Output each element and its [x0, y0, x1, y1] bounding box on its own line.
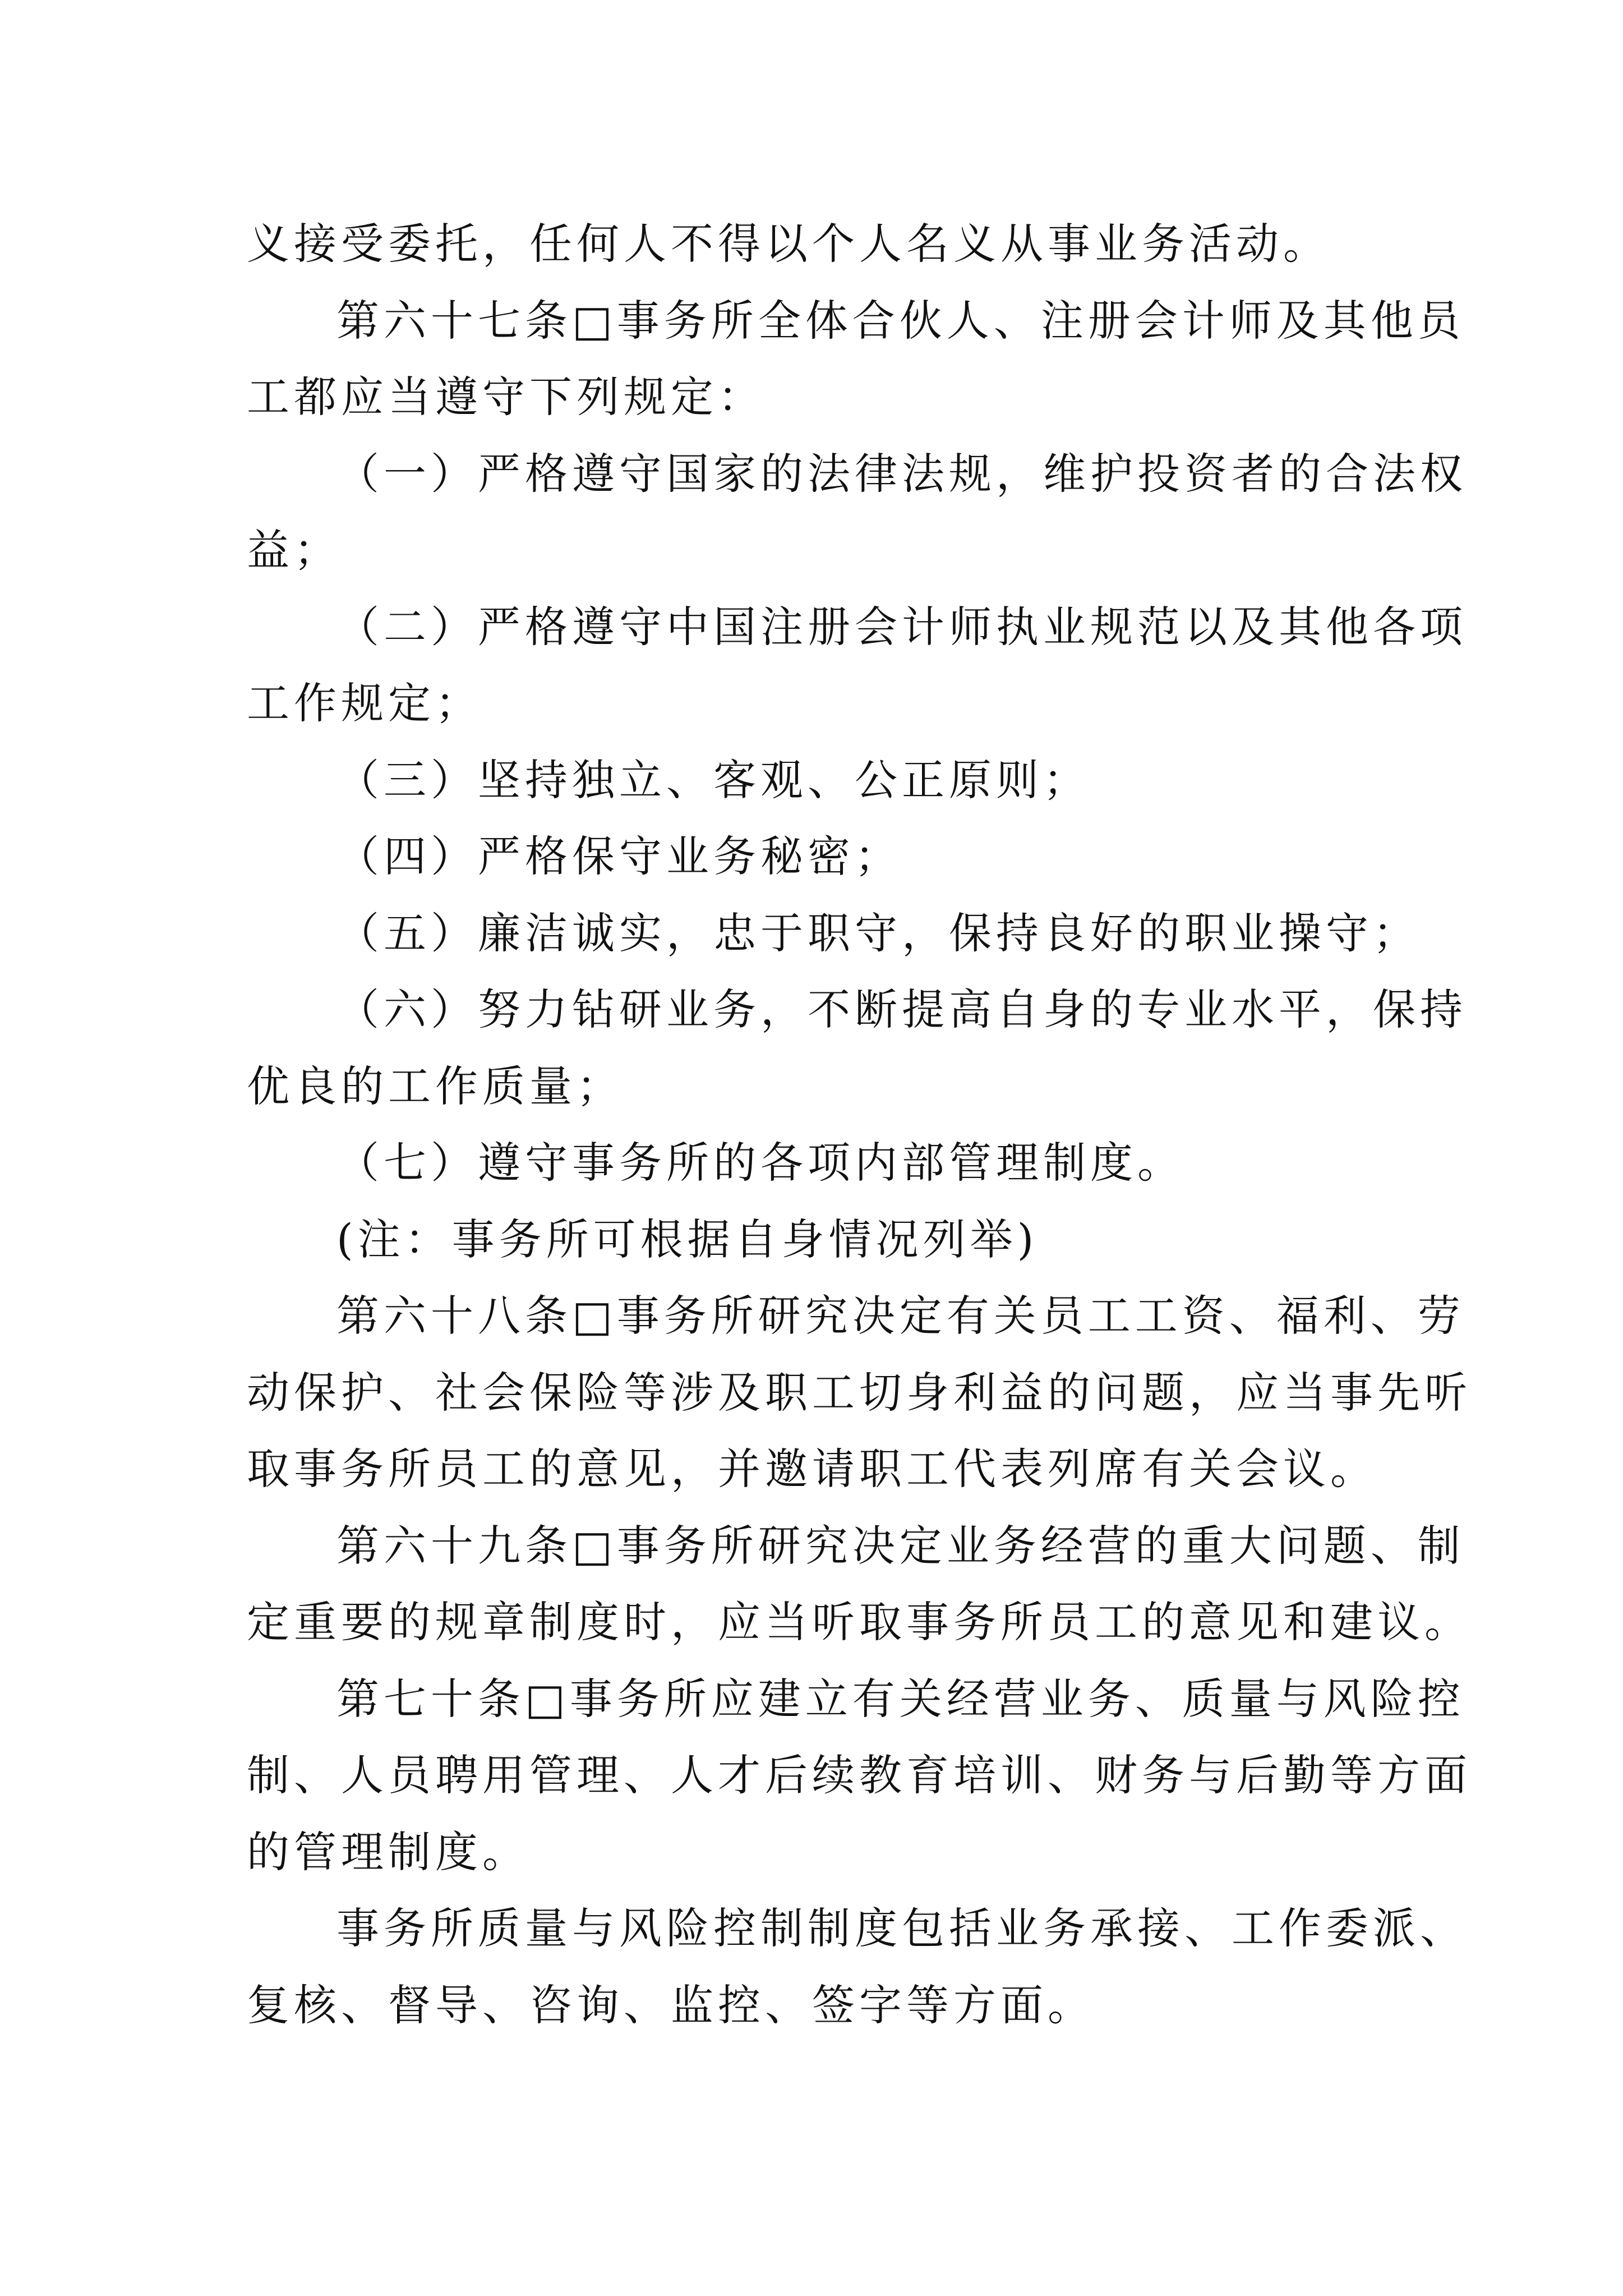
text-line: 复核、督导、咨询、监控、签字等方面。: [247, 1980, 1095, 2030]
text-line: (注：事务所可根据自身情况列举): [336, 1214, 1039, 1264]
text-line: 事务所质量与风险控制制度包括业务承接、工作委派、: [336, 1903, 1467, 1953]
text-line: 第七十条□事务所应建立有关经营业务、质量与风险控: [336, 1674, 1465, 1724]
text-line: （一）严格遵守国家的法律法规，维护投资者的合法权: [336, 449, 1467, 499]
text-line: 动保护、社会保险等涉及职工切身利益的问题，应当事先听: [247, 1368, 1472, 1418]
text-line: 的管理制度。: [247, 1827, 529, 1877]
text-line: （七）遵守事务所的各项内部管理制度。: [336, 1138, 1184, 1188]
text-line: （三）坚持独立、客观、公正原则；: [336, 755, 1090, 805]
text-line: 定重要的规章制度时，应当听取事务所员工的意见和建议。: [247, 1597, 1472, 1647]
text-line: （五）廉洁诚实，忠于职守，保持良好的职业操守；: [336, 908, 1420, 958]
text-line: （四）严格保守业务秘密；: [336, 831, 902, 881]
text-line: （六）努力钻研业务，不断提高自身的专业水平，保持: [336, 984, 1467, 1034]
text-line: 优良的工作质量；: [247, 1061, 624, 1111]
text-line: 第六十八条□事务所研究决定有关员工工资、福利、劳: [336, 1291, 1465, 1341]
text-line: 工都应当遵守下列规定：: [247, 372, 765, 422]
text-line: 取事务所员工的意见，并邀请职工代表列席有关会议。: [247, 1444, 1377, 1494]
text-line: 义接受委托，任何人不得以个人名义从事业务活动。: [247, 219, 1330, 269]
text-line: 益；: [247, 525, 341, 575]
text-line: （二）严格遵守中国注册会计师执业规范以及其他各项: [336, 602, 1467, 652]
text-line: 工作规定；: [247, 678, 482, 728]
text-line: 第六十七条□事务所全体合伙人、注册会计师及其他员: [336, 296, 1465, 346]
text-line: 第六十九条□事务所研究决定业务经营的重大问题、制: [336, 1521, 1465, 1571]
text-line: 制、人员聘用管理、人才后续教育培训、财务与后勤等方面: [247, 1750, 1472, 1800]
